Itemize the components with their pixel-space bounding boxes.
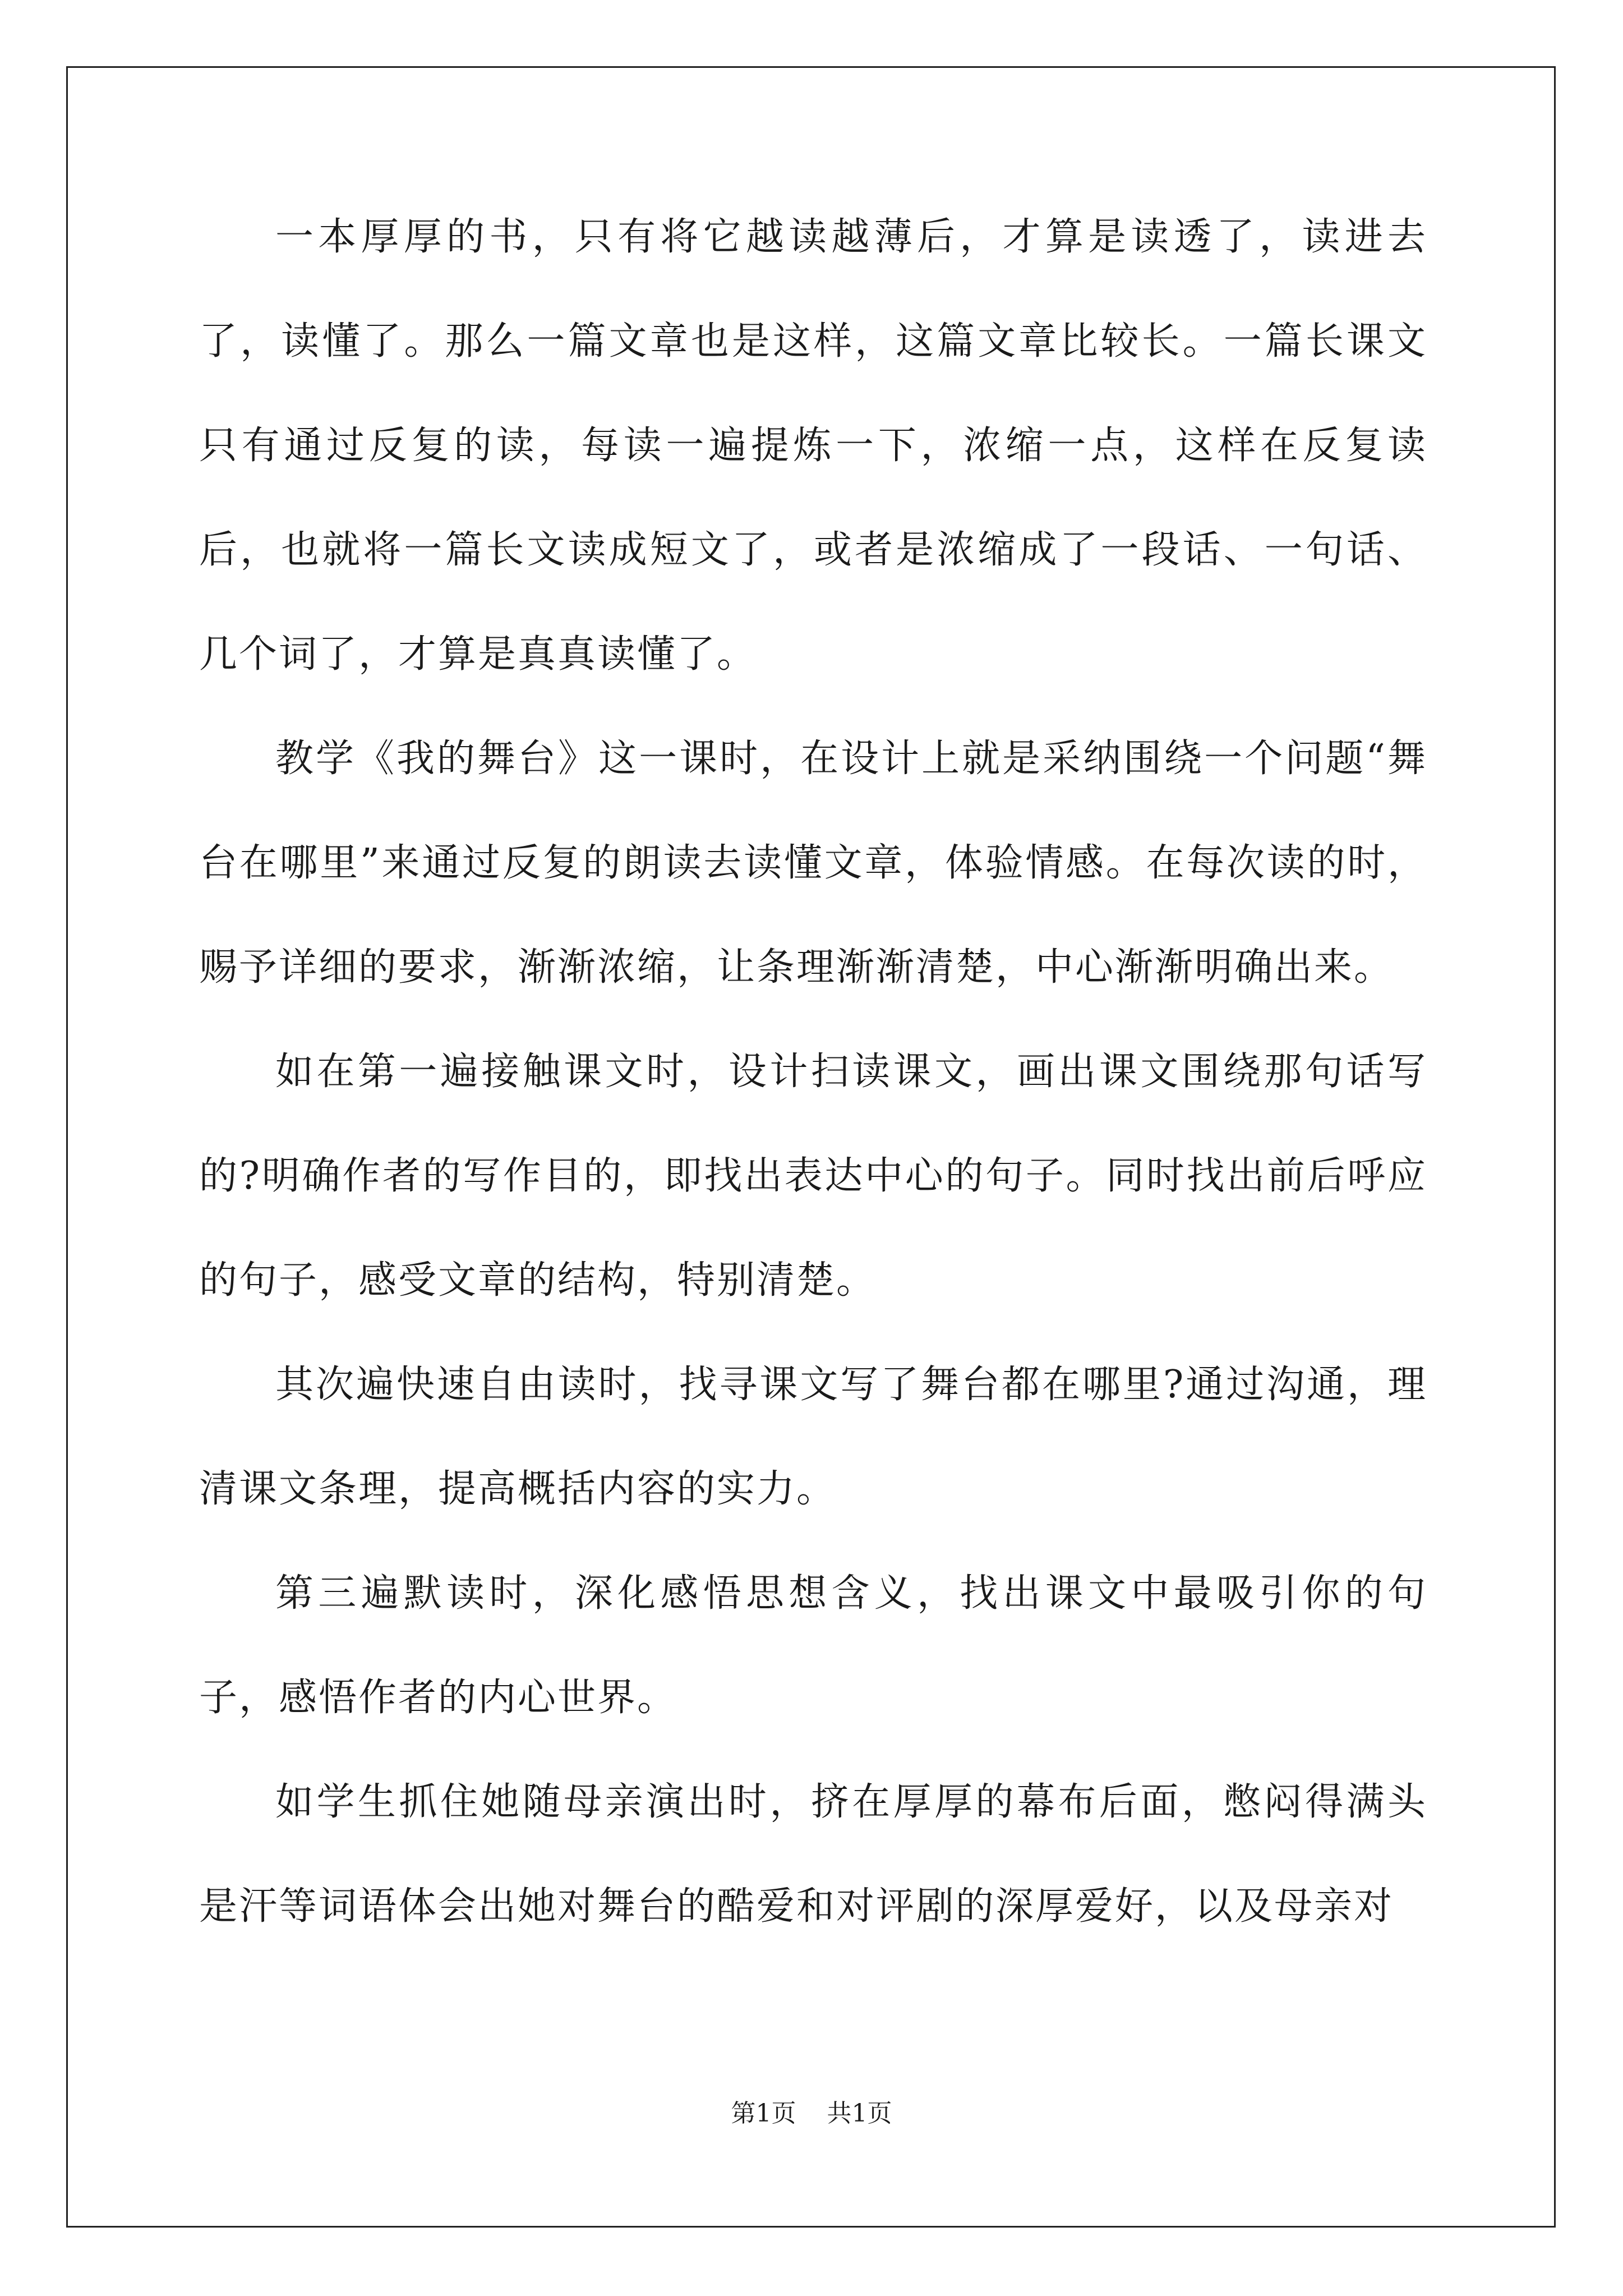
page-footer [0, 2097, 1623, 2131]
page-number: 第1页 [731, 2099, 796, 2128]
paragraph-5: 第三遍默读时，深化感悟思想含义，找出课文中最吸引你的句子，感悟作者的内心世界。 [199, 1571, 1427, 1720]
paragraph-3: 如在第一遍接触课文时，设计扫读课文，画出课文围绕那句话写的?明确作者的写作目的，即找出表达中心的句子。同时找出前后呼应的句子，感受文章的结构，特别清楚。 [199, 1050, 1427, 1303]
paragraph-1: 一本厚厚的书，只有将它越读越薄后，才算是读透了，读进去了，读懂了。那么一篇文章也是这样，这篇文章比较长。一篇长课文只有通过反复的读，每读一遍提炼一下，浓缩一点，这样在反复读后，也就将一篇长文读成短文了，或者是浓缩成了一段话、一句话、几个词了，才算是真真读懂了。 [199, 215, 1427, 677]
paragraph-2: 教学《我的舞台》这一课时，在设计上就是采纳围绕一个问题“舞台在哪里”来通过反复的朗读去读懂文章，体验情感。在每次读的时，赐予详细的要求，渐渐浓缩，让条理渐渐清楚，中心渐渐明确出来。 [199, 737, 1427, 990]
document-body [199, 185, 1427, 1959]
paragraph-6: 如学生抓住她随母亲演出时，挤在厚厚的幕布后面，憋闷得满头是汗等词语体会出她对舞台的酷爱和对评剧的深厚爱好，以及母亲对 [199, 1780, 1427, 1929]
paragraph-4: 其次遍快速自由读时，找寻课文写了舞台都在哪里?通过沟通，理清课文条理，提高概括内容的实力。 [199, 1363, 1427, 1511]
page-total: 共1页 [827, 2099, 892, 2128]
